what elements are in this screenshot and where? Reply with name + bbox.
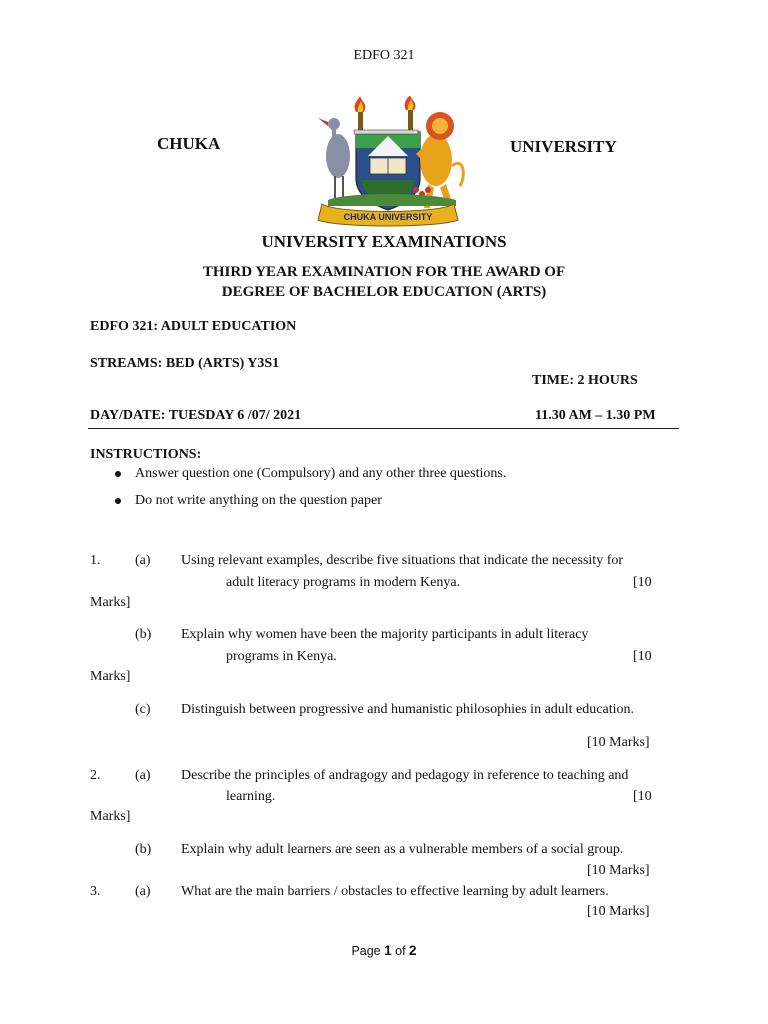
marks-label: [10 Marks] [587,863,650,878]
page-total: 2 [409,943,417,958]
institution-name-right: UNIVERSITY [510,137,617,156]
question-number: 2. [90,768,101,783]
bullet-icon [115,498,121,504]
exam-heading: UNIVERSITY EXAMINATIONS [261,232,507,251]
bullet-icon [115,471,121,477]
marks-label: [10 [633,649,652,664]
marks-label: [10 Marks] [587,904,650,919]
page-footer [0,943,768,958]
question-text: Explain why women have been the majority participants in adult literacy [181,627,589,642]
sub-question-label: (a) [135,553,151,568]
exam-subheading-1: THIRD YEAR EXAMINATION FOR THE AWARD OF [202,264,566,280]
marks-label: Marks] [90,595,131,610]
marks-label: [10 [633,789,652,804]
marks-label: [10 Marks] [587,735,650,750]
institution-name-left: CHUKA [157,134,221,153]
marks-label: Marks] [90,809,131,824]
marks-label: Marks] [90,669,131,684]
crest-banner-text: CHUKA UNIVERSITY [343,212,433,222]
course-title: EDFO 321: ADULT EDUCATION [90,319,297,334]
instruction-item: Do not write anything on the question paper [135,493,382,508]
exam-subheading-2: DEGREE OF BACHELOR EDUCATION (ARTS) [221,284,547,300]
question-text: Describe the principles of andragogy and pedagogy in reference to teaching and [181,768,629,783]
sub-question-label: (b) [135,842,152,857]
streams: STREAMS: BED (ARTS) Y3S1 [90,356,280,371]
page-label: Page [351,944,381,958]
marks-label: [10 [633,575,652,590]
document-code: EDFO 321 [353,48,415,63]
question-text: What are the main barriers / obstacles to effective learning by adult learners. [181,884,609,899]
exam-duration: TIME: 2 HOURS [532,373,638,388]
sub-question-label: (c) [135,702,151,717]
sub-question-label: (a) [135,768,151,783]
question-text: adult literacy programs in modern Kenya. [226,575,461,590]
header-divider [88,428,679,429]
page-of-label: of [395,944,406,958]
page-current: 1 [384,943,392,958]
question-text: programs in Kenya. [226,649,337,664]
question-text: Distinguish between progressive and humanistic philosophies in adult education. [181,702,634,717]
university-crest-logo [308,96,468,228]
sub-question-label: (a) [135,884,151,899]
question-text: learning. [226,789,276,804]
instructions-heading: INSTRUCTIONS: [90,447,202,462]
exam-day-date: DAY/DATE: TUESDAY 6 /07/ 2021 [90,408,302,423]
question-text: Explain why adult learners are seen as a vulnerable members of a social group. [181,842,624,857]
sub-question-label: (b) [135,627,152,642]
question-number: 1. [90,553,101,568]
instruction-item: Answer question one (Compulsory) and any other three questions. [135,466,507,481]
exam-time-range: 11.30 AM – 1.30 PM [535,408,656,423]
question-text: Using relevant examples, describe five situations that indicate the necessity for [181,553,624,568]
question-number: 3. [90,884,101,899]
